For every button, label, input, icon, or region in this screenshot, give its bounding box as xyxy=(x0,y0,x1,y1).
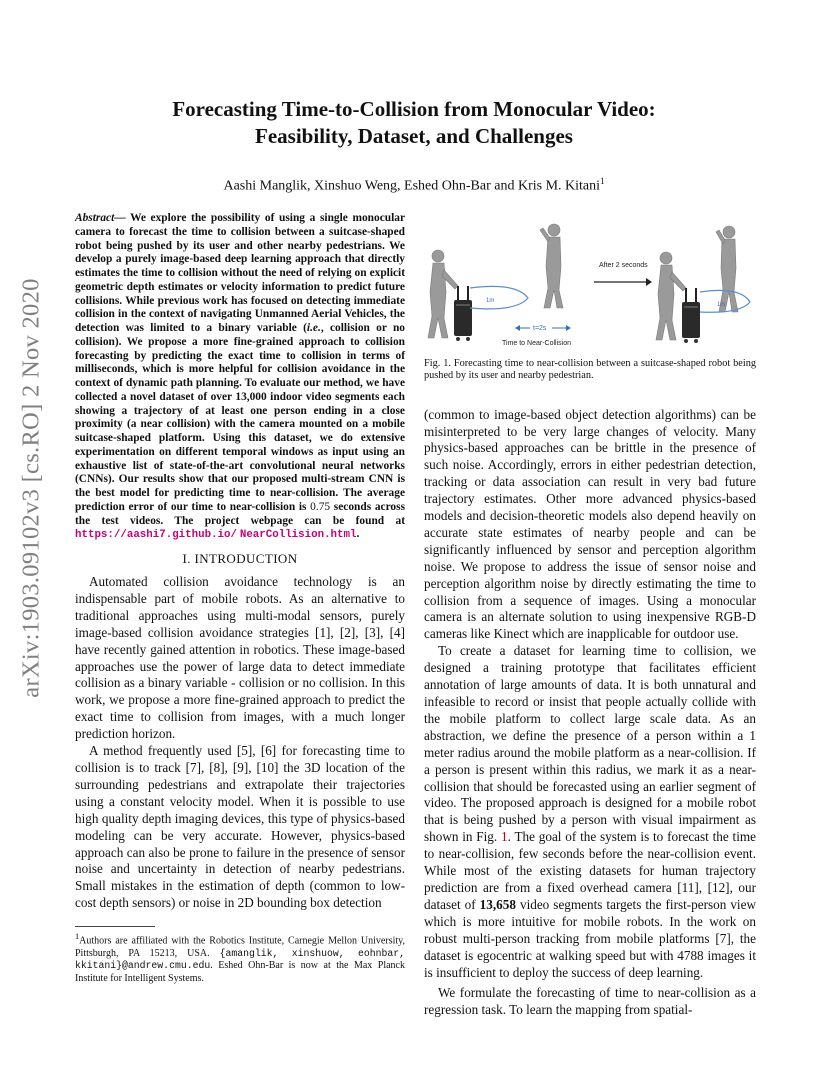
p4-text-a: To create a dataset for learning time to collision, we designed a training prototype that facilitates efficient annotation of large amounts of data. It is both unnatural and infeasible to record or insist that people actually collide with the mobile platform to collect large scale data. As an abstraction, we define the presence of a person within a 1 meter radius around the mobile platform as a near-collision. If a person is present within this radius, we mark it as a near-collision that should be forecasted using an earlier segment of video. The proposed approach is designed for a mobile robot that is being pushed by a person with visual impairment as shown in Fig. xyxy=(424,643,756,845)
project-webpage-link-part2[interactable]: NearCollision.html xyxy=(239,529,357,542)
ttc-caption-label: Time to Near-Collision xyxy=(502,340,571,347)
affiliation-footnote xyxy=(75,931,405,985)
abstract-label: Abstract xyxy=(75,212,115,224)
right-pedestrian-figure xyxy=(716,226,738,312)
left-user-figure xyxy=(428,250,458,338)
after-2-seconds-label: After 2 seconds xyxy=(599,262,648,269)
ttc-arrow-head-right xyxy=(566,325,571,331)
intro-paragraph-2: A method frequently used [5], [6] for forecasting time to collision is to track [7], [8], [9], [10] the 3D location of the surrounding pedestrians and extrapolate their trajectories using a constant velocity model. When it is possible to use high quality depth imaging devices, this type of physics-based modeling can be very accurate. However, physics-based approach can also be prone to failure in the presence of sensor noise and uncertainty in detection of nearby pedestrians. Small mistakes in the estimation of depth (common to low-cost depth sensors) or noise in 2D bounding box detection xyxy=(75,743,405,911)
abstract-text-3: seconds across the test videos. The project webpage can be found at xyxy=(75,500,405,527)
right-1m-label: 1m xyxy=(717,302,726,308)
p4-text-c: video segments targets the first-person view which is more intuitive for mobile robots. In the work on robust multi-person tracking from mobile platforms [7], the dataset is egocentric at walking speed but with 4788 images it is insufficient to deploy the success of deep learning. xyxy=(424,896,756,980)
right-column xyxy=(424,208,756,1019)
abstract-end: . xyxy=(356,528,360,541)
arxiv-identifier-stamp xyxy=(18,278,46,698)
footnote-text-1: Authors are affiliated with the Robotics Institute, Carnegie Mellon University, Pittsburgh, PA 15213, USA. xyxy=(75,935,405,959)
title-line-2: Feasibility, Dataset, and Challenges xyxy=(255,124,573,148)
p4-text-b: . The goal of the system is to forecast the time to near-collision, few seconds before the near-collision event. While most of the existing datasets for human trajectory prediction are from a fixed overhead camera [11], [12], our dataset of xyxy=(424,829,756,912)
right-suitcase-robot xyxy=(682,288,700,343)
abstract-text-2: , collision or no collision). We propose a more fine-grained approach to collision forecasting by predicting the exact time to collision in terms of milliseconds, which is more helpful for collision avoidance in the context of dynamic path planning. To evaluate our method, we have collected a novel dataset of over 13,000 indoor video segments each showing a trajectory of at least one person ending in a close proximity (a near collision) with the camera mounted on a mobile suitcase-shaped platform. Using this dataset, we do extensive experimentation on different temporal windows as input using an exhaustive list of state-of-the-art convolutional neural networks (CNNs). Our results show that our proposed multi-stream CNN is the best model for predicting time to near-collision. The average prediction error of our time to near-collision is xyxy=(75,322,405,513)
ttc-arrow-head-left xyxy=(515,325,520,331)
title-line-1: Forecasting Time-to-Collision from Monocular Video: xyxy=(172,97,656,121)
abstract xyxy=(75,212,405,543)
intro-paragraph-5: We formulate the forecasting of time to near-collision as a regression task. To learn the mapping from spatial- xyxy=(424,985,756,1018)
after-arrow-head xyxy=(646,278,652,286)
footnote-text-2: . Eshed Ohn-Bar is now at the Max Planck Institute for Intelligent Systems. xyxy=(75,960,405,984)
right-user-figure xyxy=(656,252,686,340)
left-pedestrian-figure xyxy=(540,224,563,308)
right-column-body xyxy=(424,407,756,1020)
abstract-text-1: — We explore the possibility of using a single monocular camera to forecast the time to collision between a suitcase-shaped robot being pushed by its user and other nearby pedestrians. We develop a purely image-based deep learning approach that directly estimates the time to collision without the need of relying on explicit geometric depth estimates or velocity information to predict future collisions. While previous work has focused on detecting immediate collision in the context of navigating Unmanned Aerial Vehicles, the detection was limited to a binary variable ( xyxy=(75,212,405,334)
figure-1-reference-link[interactable]: 1 xyxy=(501,829,508,845)
intro-paragraph-4 xyxy=(424,643,756,981)
left-radius-arc xyxy=(470,286,528,309)
abstract-ie: i.e. xyxy=(306,322,321,334)
abstract-error-value: 0.75 xyxy=(310,500,331,513)
figure-1-illustration xyxy=(424,208,756,354)
ttc-t-label: t=2s xyxy=(533,325,547,332)
arxiv-id-text: arXiv:1903.09102v3 [cs.RO] 2 Nov 2020 xyxy=(18,278,45,698)
left-1m-label: 1m xyxy=(486,298,495,304)
author-affiliation-mark: 1 xyxy=(600,176,605,186)
intro-paragraph-3: (common to image-based object detection algorithms) can be misinterpreted to be very large changes of velocity. Many physics-based approaches can be brittle in the presence of such noise. Accordingly, errors in either pedestrian detection, tracking or data association can result in very bad future trajectory estimates. Other more advanced physics-based models and decision-theoretic models also depend heavily on accurate state estimates of nearby people and can be significantly influenced by sensor and perception algorithm noise. We propose to address the issue of sensor noise and perception algorithm noise by directly estimating the time to collision from a sequence of images. Using a monocular camera is an alternate solution to using inexpensive RGB-D cameras like Kinect which are inapplicable for outdoor use. xyxy=(424,406,756,642)
dataset-size-value: 13,658 xyxy=(479,896,516,912)
author-names: Aashi Manglik, Xinshuo Weng, Eshed Ohn-Bar and Kris M. Kitani xyxy=(223,178,601,194)
footnote-emails: {amanglik, xinshuow, eohnbar, kkitani}@andrew.cmu.edu xyxy=(75,947,405,972)
figure-1 xyxy=(424,208,756,354)
author-list xyxy=(110,172,718,196)
left-suitcase-robot xyxy=(454,286,472,341)
left-column xyxy=(75,208,405,985)
paper-title xyxy=(110,96,718,150)
footnote-mark: 1 xyxy=(75,932,80,942)
section-heading-introduction: I. INTRODUCTION xyxy=(182,551,298,566)
project-webpage-link-part1[interactable]: https://aashi7.github.io/ xyxy=(75,529,237,542)
footnote-divider xyxy=(75,926,155,927)
intro-paragraph-1: Automated collision avoidance technology is an indispensable part of mobile robots. As an alternative to traditional approaches using multi-modal sensors, purely image-based collision avoidance strategies [1], [2], [3], [4] have recently gained attention in robotics. These image-based approaches use the power of large data to detect immediate collision as a binary variable - collision or no collision. In this work, we propose a more fine-grained approach to predict the exact time to collision from images, with a much longer prediction horizon. xyxy=(75,574,405,742)
figure-1-caption: Fig. 1. Forecasting time to near-collision between a suitcase-shaped robot being pushed by its user and nearby pedestrian. xyxy=(424,358,756,382)
